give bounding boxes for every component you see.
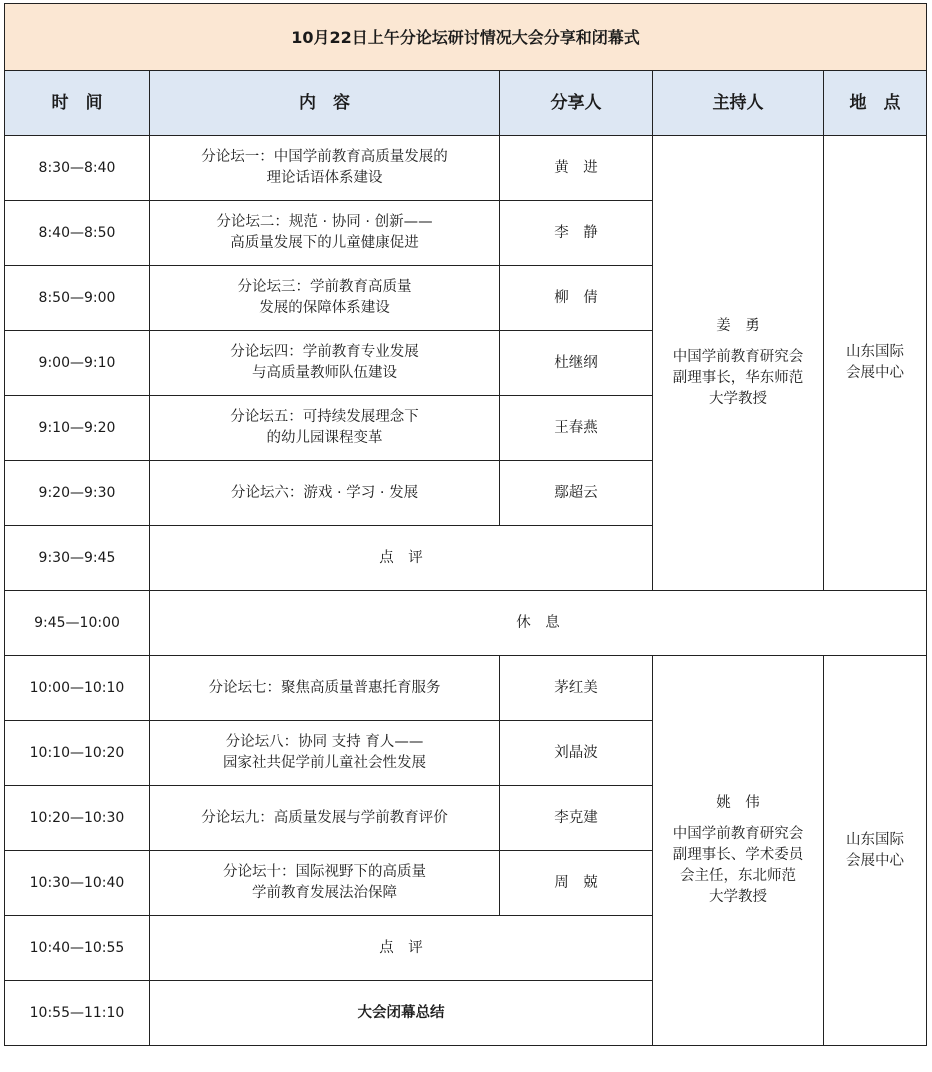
- content-cell: [150, 396, 500, 461]
- time-cell: 9:45—10:00: [5, 591, 150, 656]
- content-line: 分论坛九：高质量发展与学前教育评价: [201, 809, 448, 826]
- speaker-cell: 周 兢: [500, 851, 653, 916]
- content-line: 分论坛七：聚焦高质量普惠托育服务: [208, 679, 441, 696]
- host-title-line: 中国学前教育研究会: [672, 826, 804, 842]
- table-row: [5, 136, 927, 201]
- content-line: 与高质量教师队伍建设: [252, 365, 397, 381]
- schedule-table: [4, 3, 927, 1046]
- time-cell: 9:10—9:20: [5, 396, 150, 461]
- closing-summary-cell: 大会闭幕总结: [150, 981, 653, 1046]
- location-line: 会展中心: [846, 852, 905, 869]
- header-host: 主持人: [653, 71, 824, 136]
- header-location: 地 点: [824, 71, 927, 136]
- content-line: 高质量发展下的儿童健康促进: [230, 235, 419, 251]
- content-cell: [150, 786, 500, 851]
- content-line: 的幼儿园课程变革: [266, 430, 383, 446]
- location-line: 山东国际: [846, 831, 905, 848]
- content-line: 分论坛四：学前教育专业发展: [230, 344, 419, 360]
- time-cell: 8:50—9:00: [5, 266, 150, 331]
- time-cell: 8:40—8:50: [5, 201, 150, 266]
- header-speaker: 分享人: [500, 71, 653, 136]
- content-line: 发展的保障体系建设: [259, 300, 390, 316]
- host-title-line: 大学教授: [709, 889, 767, 905]
- content-line: 分论坛一：中国学前教育高质量发展的: [201, 149, 448, 165]
- location-cell: [824, 136, 927, 591]
- content-cell: [150, 461, 500, 526]
- content-line: 学前教育发展法治保障: [252, 885, 397, 901]
- time-cell: 8:30—8:40: [5, 136, 150, 201]
- speaker-cell: 杜继纲: [500, 331, 653, 396]
- host-cell: [653, 136, 824, 591]
- table-title: 10月22日上午分论坛研讨情况大会分享和闭幕式: [5, 4, 927, 71]
- host-title-line: 会主任，东北师范: [680, 868, 796, 884]
- content-line: 理论话语体系建设: [266, 170, 383, 186]
- speaker-cell: 黄 进: [500, 136, 653, 201]
- speaker-cell: 刘晶波: [500, 721, 653, 786]
- speaker-cell: 鄢超云: [500, 461, 653, 526]
- speaker-cell: 柳 倩: [500, 266, 653, 331]
- host-name: 姚 伟: [716, 795, 760, 811]
- location-cell: [824, 656, 927, 1046]
- table-row: [5, 591, 927, 656]
- review-cell: 点 评: [150, 916, 653, 981]
- content-line: 园家社共促学前儿童社会性发展: [223, 755, 426, 771]
- time-cell: 9:00—9:10: [5, 331, 150, 396]
- host-title-line: 副理事长、学术委员: [672, 847, 804, 863]
- time-cell: 10:10—10:20: [5, 721, 150, 786]
- header-time: 时 间: [5, 71, 150, 136]
- header-row: [5, 71, 927, 136]
- content-cell: [150, 721, 500, 786]
- speaker-cell: 王春燕: [500, 396, 653, 461]
- review-cell: 点 评: [150, 526, 653, 591]
- time-cell: 10:55—11:10: [5, 981, 150, 1046]
- break-cell: 休 息: [150, 591, 927, 656]
- time-cell: 10:40—10:55: [5, 916, 150, 981]
- content-line: 分论坛十：国际视野下的高质量: [223, 864, 426, 880]
- speaker-cell: 李 静: [500, 201, 653, 266]
- time-cell: 10:00—10:10: [5, 656, 150, 721]
- content-line: 分论坛三：学前教育高质量: [237, 279, 412, 295]
- content-cell: [150, 266, 500, 331]
- host-title-line: 副理事长，华东师范: [672, 370, 804, 386]
- host-title-line: 大学教授: [709, 391, 767, 407]
- host-cell: [653, 656, 824, 1046]
- time-cell: 9:20—9:30: [5, 461, 150, 526]
- time-cell: 9:30—9:45: [5, 526, 150, 591]
- content-cell: [150, 851, 500, 916]
- location-line: 山东国际: [846, 344, 905, 360]
- content-line: 分论坛六：游戏 · 学习 · 发展: [230, 484, 419, 501]
- content-cell: [150, 136, 500, 201]
- content-cell: [150, 656, 500, 721]
- table-row: [5, 656, 927, 721]
- content-line: 分论坛五：可持续发展理念下: [230, 409, 419, 425]
- time-cell: 10:30—10:40: [5, 851, 150, 916]
- content-line: 分论坛八：协同 支持 育人——: [225, 734, 424, 750]
- speaker-cell: 李克建: [500, 786, 653, 851]
- content-line: 分论坛二：规范 · 协同 · 创新——: [216, 214, 433, 230]
- time-cell: 10:20—10:30: [5, 786, 150, 851]
- location-line: 会展中心: [846, 365, 905, 381]
- host-name: 姜 勇: [716, 318, 760, 334]
- content-cell: [150, 201, 500, 266]
- host-title-line: 中国学前教育研究会: [672, 349, 804, 365]
- speaker-cell: 茅红美: [500, 656, 653, 721]
- content-cell: [150, 331, 500, 396]
- header-content: 内 容: [150, 71, 500, 136]
